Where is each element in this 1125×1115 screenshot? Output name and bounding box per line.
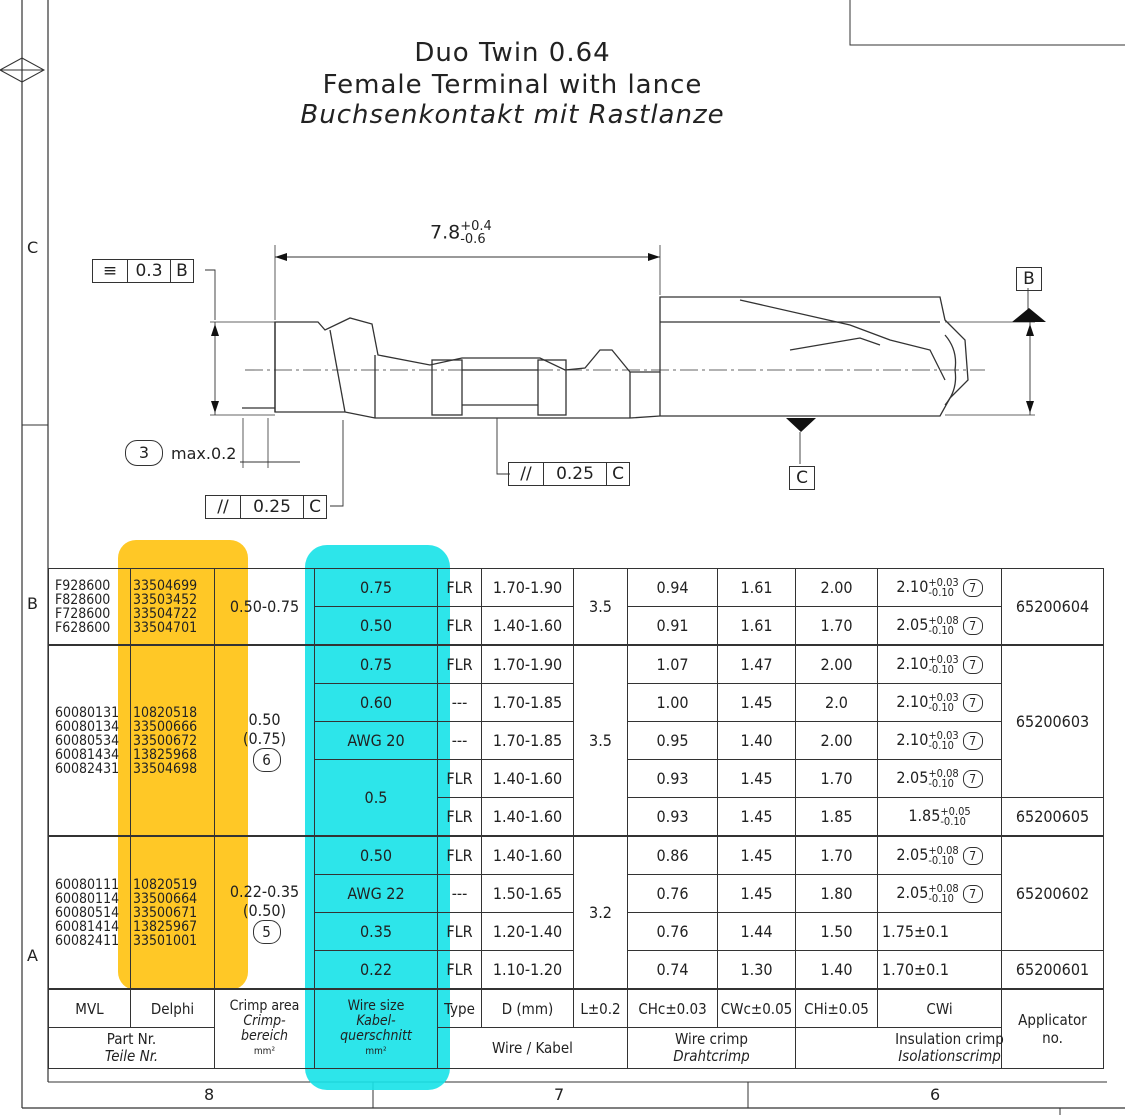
- note-hex-icon: 7: [963, 579, 983, 597]
- ch-i: 1.50: [796, 913, 878, 951]
- parallel-symbol-icon: //: [509, 463, 544, 485]
- wire-type: FLR: [438, 798, 482, 837]
- ch-c: 0.74: [628, 951, 718, 990]
- ch-i: 2.00: [796, 569, 878, 607]
- header-type: Type: [438, 989, 482, 1028]
- header-crimp-area: Crimp area Crimp- bereich mm²: [215, 989, 315, 1069]
- note-hex-icon: 7: [963, 617, 983, 635]
- ch-i: 2.00: [796, 645, 878, 684]
- zone-label-a: A: [27, 946, 38, 965]
- cw-c: 1.61: [718, 607, 796, 646]
- wire-size: 0.5: [315, 760, 438, 837]
- header-part-nr: Part Nr. Teile Nr.: [49, 1028, 215, 1069]
- note-hex-icon: 6: [253, 748, 281, 772]
- zone-label-8: 8: [204, 1085, 215, 1104]
- delphi-part-numbers: 33504699 33503452 33504722 33504701: [131, 569, 215, 646]
- wire-size: 0.22: [315, 951, 438, 990]
- mvl-part-numbers: 60080111 60080114 60080514 60081414 60082411: [49, 836, 131, 989]
- note-hex-icon: 7: [963, 770, 983, 788]
- flatness-frame: ≡ 0.3 B: [92, 259, 194, 283]
- ch-c: 0.76: [628, 875, 718, 913]
- wire-type: FLR: [438, 760, 482, 798]
- wire-diameter: 1.70-1.90: [482, 645, 574, 684]
- header-applicator: Applicator no.: [1002, 989, 1104, 1069]
- cw-c: 1.40: [718, 722, 796, 760]
- note-hex-icon: 7: [963, 694, 983, 712]
- wire-type: FLR: [438, 607, 482, 646]
- zone-label-7: 7: [554, 1085, 565, 1104]
- crimp-spec-table: [48, 568, 1104, 1069]
- note-3-callout: 3 max.0.2: [125, 440, 236, 466]
- wire-size: 0.75: [315, 569, 438, 607]
- cw-i: 2.10 +0.03 -0.10 7: [878, 684, 1002, 722]
- delphi-part-numbers: 10820518 33500666 33500672 13825968 33504698: [131, 645, 215, 836]
- mvl-part-numbers: F928600 F828600 F728600 F628600: [49, 569, 131, 646]
- cw-i: 1.75±0.1: [878, 913, 1002, 951]
- wire-diameter: 1.10-1.20: [482, 951, 574, 990]
- wire-size: 0.75: [315, 645, 438, 684]
- applicator-no: 65200603: [1002, 645, 1104, 798]
- header-wire-size: Wire size Kabel- querschnitt mm²: [315, 989, 438, 1069]
- ch-c: 1.07: [628, 645, 718, 684]
- wire-size: 0.35: [315, 913, 438, 951]
- header-cw-c: CWc±0.05: [718, 989, 796, 1028]
- header-ch-i: CHi±0.05: [796, 989, 878, 1028]
- cw-i: 2.05 +0.08 -0.10 7: [878, 760, 1002, 798]
- ch-c: 0.95: [628, 722, 718, 760]
- wire-diameter: 1.50-1.65: [482, 875, 574, 913]
- table-header-row: [49, 1028, 1104, 1069]
- title-line-1: Duo Twin 0.64: [414, 38, 611, 68]
- cw-i: 1.70±0.1: [878, 951, 1002, 990]
- wire-diameter: 1.40-1.60: [482, 836, 574, 875]
- crimp-area: 0.50-0.75: [215, 569, 315, 646]
- applicator-no: 65200605: [1002, 798, 1104, 837]
- wire-type: FLR: [438, 836, 482, 875]
- note-hex-icon: 7: [963, 885, 983, 903]
- wire-type: ---: [438, 684, 482, 722]
- ch-i: 1.70: [796, 836, 878, 875]
- wire-size: AWG 20: [315, 722, 438, 760]
- cw-c: 1.45: [718, 836, 796, 875]
- note-hex-icon: 7: [963, 656, 983, 674]
- ch-c: 0.76: [628, 913, 718, 951]
- datum-b: B: [1016, 267, 1042, 291]
- length-dimension: 7.8 +0.4 -0.6: [430, 219, 492, 247]
- header-insulation-crimp: Insulation crimp Isolationscrimp: [796, 1028, 1104, 1069]
- cw-c: 1.30: [718, 951, 796, 990]
- header-d: D (mm): [482, 989, 574, 1028]
- table-row: [49, 569, 1104, 607]
- note-hex-icon: 7: [963, 847, 983, 865]
- length-l: 3.2: [574, 836, 628, 989]
- parallelism-frame-mid: // 0.25 C: [508, 462, 630, 486]
- zone-label-c: C: [27, 238, 39, 257]
- ch-c: 0.93: [628, 798, 718, 837]
- wire-diameter: 1.40-1.60: [482, 798, 574, 837]
- zone-label-b: B: [27, 594, 38, 613]
- wire-diameter: 1.20-1.40: [482, 913, 574, 951]
- header-ch-c: CHc±0.03: [628, 989, 718, 1028]
- crimp-area: 0.50 (0.75) 6: [215, 645, 315, 836]
- header-delphi: Delphi: [131, 989, 215, 1028]
- cw-i: 2.05 +0.08 -0.10 7: [878, 607, 1002, 646]
- mvl-part-numbers: 60080131 60080134 60080534 60081434 60082431: [49, 645, 131, 836]
- wire-diameter: 1.40-1.60: [482, 607, 574, 646]
- cw-c: 1.47: [718, 645, 796, 684]
- parallel-symbol-icon: //: [206, 496, 241, 518]
- wire-type: FLR: [438, 569, 482, 607]
- note-hex-icon: 5: [253, 920, 281, 944]
- wire-diameter: 1.70-1.85: [482, 684, 574, 722]
- delphi-part-numbers: 10820519 33500664 33500671 13825967 33501001: [131, 836, 215, 989]
- ch-i: 2.00: [796, 722, 878, 760]
- flatness-symbol-icon: ≡: [93, 260, 128, 282]
- wire-size: 0.60: [315, 684, 438, 722]
- wire-size: AWG 22: [315, 875, 438, 913]
- applicator-no: 65200604: [1002, 569, 1104, 646]
- table-row: [49, 836, 1104, 875]
- wire-type: ---: [438, 875, 482, 913]
- header-l: L±0.2: [574, 989, 628, 1028]
- wire-diameter: 1.40-1.60: [482, 760, 574, 798]
- wire-type: ---: [438, 722, 482, 760]
- title-line-3: Buchsenkontakt mit Rastlanze: [300, 100, 725, 130]
- ch-i: 1.40: [796, 951, 878, 990]
- cw-i: 2.05 +0.08 -0.10 7: [878, 875, 1002, 913]
- ch-i: 1.70: [796, 607, 878, 646]
- zone-label-6: 6: [930, 1085, 941, 1104]
- wire-diameter: 1.70-1.90: [482, 569, 574, 607]
- cw-i: 2.10 +0.03 -0.10 7: [878, 645, 1002, 684]
- applicator-no: 65200602: [1002, 836, 1104, 951]
- table-row: [49, 645, 1104, 684]
- parallelism-frame-low: // 0.25 C: [205, 495, 327, 519]
- wire-type: FLR: [438, 645, 482, 684]
- header-wire-kabel: Wire / Kabel: [438, 1028, 628, 1069]
- crimp-area: 0.22-0.35 (0.50) 5: [215, 836, 315, 989]
- ch-c: 1.00: [628, 684, 718, 722]
- cw-c: 1.45: [718, 798, 796, 837]
- header-wire-crimp: Wire crimp Drahtcrimp: [628, 1028, 796, 1069]
- wire-type: FLR: [438, 951, 482, 990]
- applicator-no: 65200601: [1002, 951, 1104, 990]
- cw-c: 1.45: [718, 875, 796, 913]
- length-l: 3.5: [574, 569, 628, 646]
- cw-c: 1.45: [718, 760, 796, 798]
- ch-i: 1.70: [796, 760, 878, 798]
- wire-type: FLR: [438, 913, 482, 951]
- table-header-row: [49, 989, 1104, 1028]
- wire-diameter: 1.70-1.85: [482, 722, 574, 760]
- cw-c: 1.45: [718, 684, 796, 722]
- ch-i: 1.85: [796, 798, 878, 837]
- cw-i: 2.10 +0.03 -0.10 7: [878, 569, 1002, 607]
- cw-i: 1.85 +0.05 -0.10: [878, 798, 1002, 837]
- wire-size: 0.50: [315, 836, 438, 875]
- ch-c: 0.91: [628, 607, 718, 646]
- cw-i: 2.10 +0.03 -0.10 7: [878, 722, 1002, 760]
- ch-c: 0.86: [628, 836, 718, 875]
- ch-i: 2.0: [796, 684, 878, 722]
- note-hex-icon: 7: [963, 732, 983, 750]
- ch-c: 0.94: [628, 569, 718, 607]
- title-line-2: Female Terminal with lance: [322, 70, 703, 100]
- header-mvl: MVL: [49, 989, 131, 1028]
- cw-c: 1.61: [718, 569, 796, 607]
- ch-i: 1.80: [796, 875, 878, 913]
- header-cw-i: CWi: [878, 989, 1002, 1028]
- cw-i: 2.05 +0.08 -0.10 7: [878, 836, 1002, 875]
- length-l: 3.5: [574, 645, 628, 836]
- datum-c: C: [789, 466, 815, 490]
- cw-c: 1.44: [718, 913, 796, 951]
- ch-c: 0.93: [628, 760, 718, 798]
- wire-size: 0.50: [315, 607, 438, 646]
